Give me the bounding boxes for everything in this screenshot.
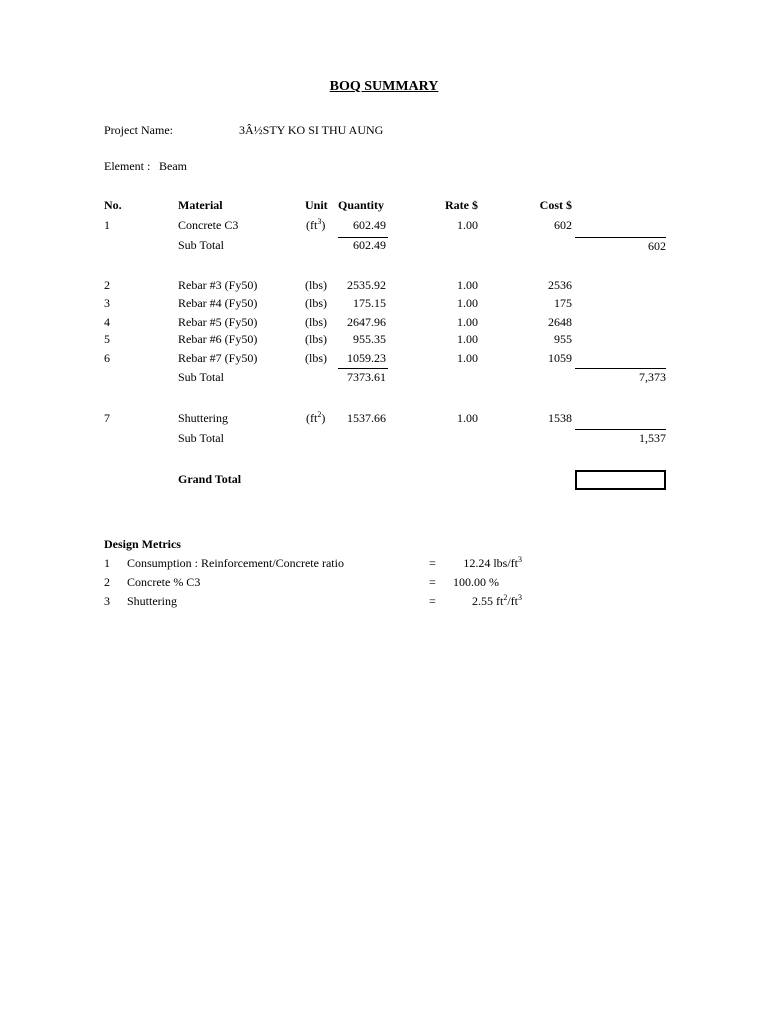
- row-material: Rebar #6 (Fy50): [178, 332, 258, 346]
- header-rate: Rate $: [445, 198, 478, 212]
- row-unit: (lbs): [305, 332, 327, 346]
- row-rate: 1.00: [457, 218, 478, 232]
- row-cost: 955: [554, 332, 572, 346]
- row-unit: (lbs): [305, 351, 327, 365]
- subtotal-label: Sub Total: [178, 370, 224, 384]
- row-rate: 1.00: [457, 332, 478, 346]
- subtotal-label: Sub Total: [178, 238, 224, 252]
- row-cost: 2648: [548, 315, 572, 329]
- header-no: No.: [104, 198, 122, 212]
- row-quantity: 2647.96: [347, 315, 386, 329]
- row-no: 7: [104, 411, 110, 425]
- metric-value: 100.00 %: [453, 575, 499, 589]
- project-name-label: Project Name:: [104, 123, 173, 137]
- subtotal-quantity: 602.49: [353, 238, 386, 252]
- row-no: 6: [104, 351, 110, 365]
- subtotal-total: 1,537: [639, 431, 666, 445]
- total-rule: [575, 368, 666, 369]
- row-material: Rebar #5 (Fy50): [178, 315, 258, 329]
- row-no: 5: [104, 332, 110, 346]
- row-cost: 175: [554, 296, 572, 310]
- row-no: 4: [104, 315, 110, 329]
- row-quantity: 1537.66: [347, 411, 386, 425]
- row-unit: (lbs): [305, 296, 327, 310]
- row-material: Concrete C3: [178, 218, 239, 232]
- row-unit: (lbs): [305, 278, 327, 292]
- subtotal-quantity: 7373.61: [347, 370, 386, 384]
- row-unit: (lbs): [305, 315, 327, 329]
- row-unit: $(ft^2)$: [306, 410, 326, 425]
- row-material: Shuttering: [178, 411, 228, 425]
- row-quantity: 1059.23: [347, 351, 386, 365]
- total-rule: [575, 429, 666, 430]
- metric-equals: =: [429, 575, 436, 589]
- project-name-value: 3Â½STY KO SI THU AUNG: [239, 123, 384, 137]
- row-rate: 1.00: [457, 278, 478, 292]
- row-material: Rebar #3 (Fy50): [178, 278, 258, 292]
- header-unit: Unit: [305, 198, 328, 212]
- row-cost: 602: [554, 218, 572, 232]
- metric-label: Consumption : Reinforcement/Concrete ratio: [127, 556, 344, 570]
- row-quantity: 2535.92: [347, 278, 386, 292]
- metric-value: 12.24 lbs/$ft^3$: [463, 555, 522, 570]
- element-value: Beam: [159, 159, 187, 173]
- header-cost: Cost $: [539, 198, 572, 212]
- row-material: Rebar #4 (Fy50): [178, 296, 258, 310]
- row-quantity: 602.49: [353, 218, 386, 232]
- row-no: 3: [104, 296, 110, 310]
- row-cost: 2536: [548, 278, 572, 292]
- design-metrics-heading: Design Metrics: [104, 537, 181, 551]
- row-unit: $(ft^3)$: [306, 217, 326, 232]
- metric-label: Shuttering: [127, 594, 177, 608]
- row-quantity: 175.15: [353, 296, 386, 310]
- page-title: BOQ SUMMARY: [329, 79, 439, 94]
- row-rate: 1.00: [457, 351, 478, 365]
- metric-value: 2.55 $ft^2/ft^3$: [471, 593, 522, 608]
- metric-label: Concrete % C3: [127, 575, 201, 589]
- metric-no: 2: [104, 575, 110, 589]
- row-rate: 1.00: [457, 296, 478, 310]
- row-quantity: 955.35: [353, 332, 386, 346]
- total-rule: [575, 237, 666, 238]
- grand-total-box: [575, 470, 666, 490]
- subtotal-label: Sub Total: [178, 431, 224, 445]
- metric-no: 3: [104, 594, 110, 608]
- grand-total-label: Grand Total: [178, 472, 242, 486]
- row-cost: 1538: [548, 411, 572, 425]
- row-cost: 1059: [548, 351, 572, 365]
- row-rate: 1.00: [457, 315, 478, 329]
- row-material: Rebar #7 (Fy50): [178, 351, 258, 365]
- header-quantity: Quantity: [338, 198, 385, 212]
- header-material: Material: [178, 198, 223, 212]
- row-no: 2: [104, 278, 110, 292]
- quantity-rule: [338, 368, 388, 369]
- element-label: Element :: [104, 159, 151, 173]
- subtotal-total: 7,373: [639, 370, 666, 384]
- metric-no: 1: [104, 556, 110, 570]
- metric-equals: =: [429, 556, 436, 570]
- metric-equals: =: [429, 594, 436, 608]
- row-rate: 1.00: [457, 411, 478, 425]
- row-no: 1: [104, 218, 110, 232]
- subtotal-total: 602: [648, 239, 666, 253]
